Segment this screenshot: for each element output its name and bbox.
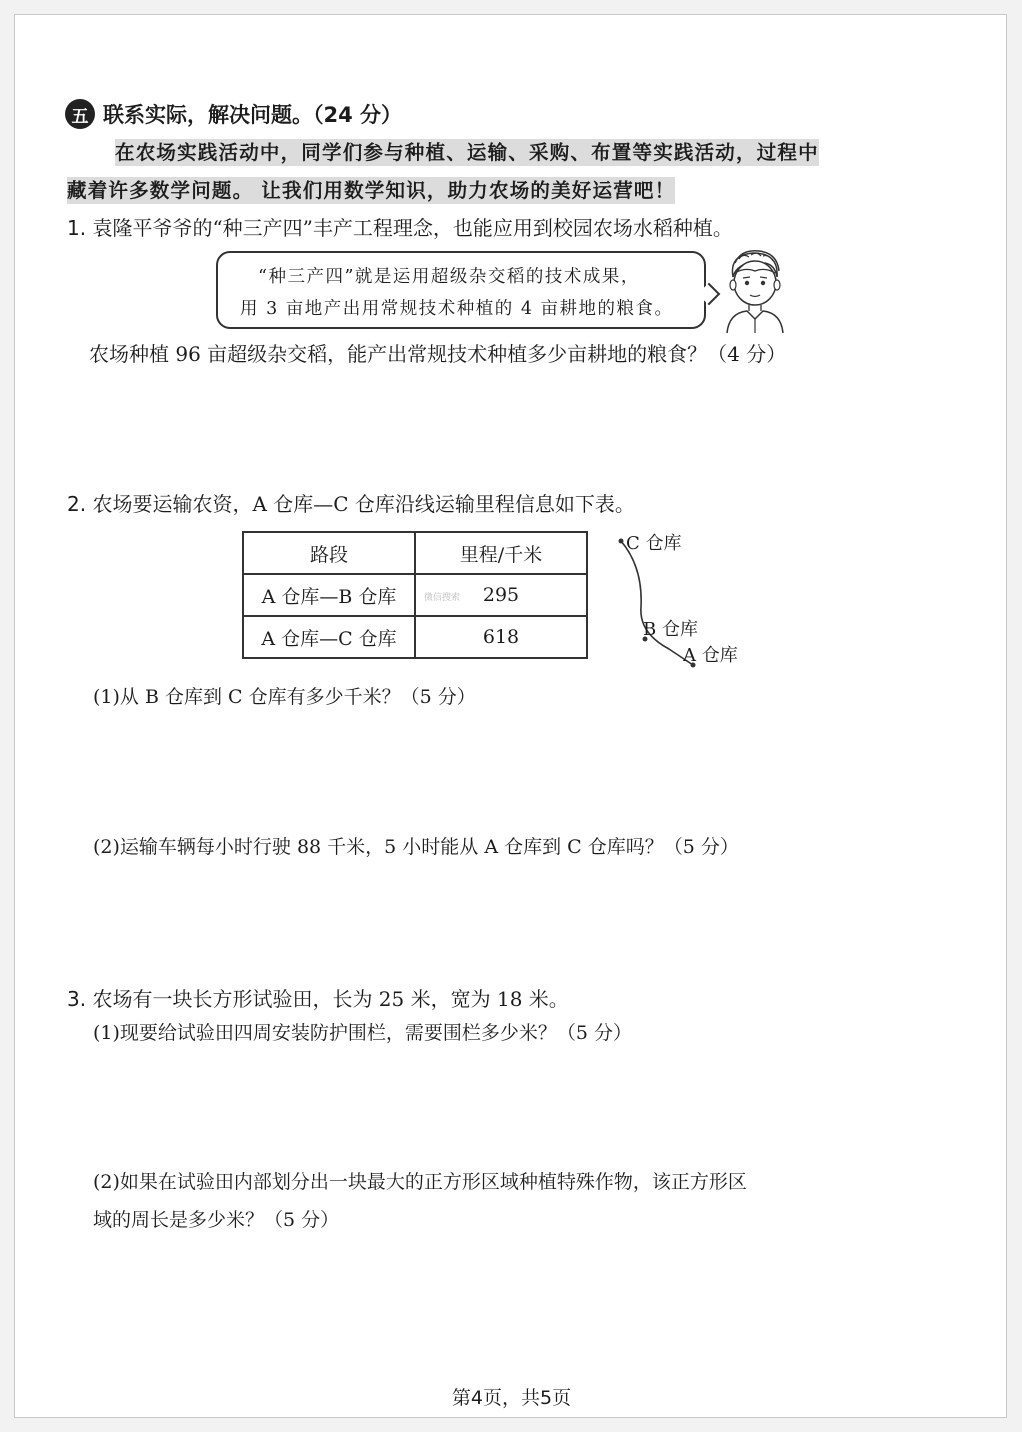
question-1 — [67, 212, 733, 241]
intro-line-1: 在农场实践活动中，同学们参与种植、运输、采购、布置等实践活动，过程中 — [115, 141, 819, 164]
table-cell-segment: A 仓库—B 仓库 — [243, 574, 415, 616]
map-label-a: A 仓库 — [683, 645, 738, 666]
table-row — [243, 616, 587, 658]
table-header-mileage: 里程/千米 — [415, 532, 587, 574]
question-2-sub-1: (1)从 B 仓库到 C 仓库有多少千米？（5 分） — [93, 686, 476, 708]
question-1-prompt: 农场种植 96 亩超级杂交稻，能产出常规技术种植多少亩耕地的粮食？（4 分） — [89, 342, 787, 366]
section-title-text: 联系实际，解决问题。（24 分） — [103, 103, 403, 127]
question-3-text: 农场有一块长方形试验田，长为 25 米，宽为 18 米。 — [92, 987, 569, 1011]
table-cell-mileage: 微信搜索 295 — [415, 574, 587, 616]
question-3 — [67, 983, 569, 1012]
boy-illustration — [719, 247, 791, 335]
question-3-sub-2-line-1: (2)如果在试验田内部划分出一块最大的正方形区域种植特殊作物，该正方形区 — [93, 1171, 747, 1193]
c-warehouse-point — [619, 539, 624, 544]
question-3-sub-1: (1)现要给试验田四周安装防护围栏，需要围栏多少米？（5 分） — [93, 1022, 633, 1044]
section-badge: 五 — [65, 99, 95, 129]
section-title — [65, 97, 402, 131]
speech-bubble — [216, 251, 706, 329]
question-3-number: 3. — [67, 987, 87, 1011]
page-number: 第4页，共5页 — [451, 1387, 572, 1409]
table-cell-mileage: 618 — [415, 616, 587, 658]
question-1-text: 袁隆平爷爷的“种三产四”丰产工程理念，也能应用到校园农场水稻种植。 — [92, 216, 733, 240]
table-cell-segment: A 仓库—C 仓库 — [243, 616, 415, 658]
map-label-c: C 仓库 — [626, 533, 682, 554]
bubble-line-1: “种三产四”就是运用超级杂交稻的技术成果， — [258, 267, 640, 287]
question-2 — [67, 488, 635, 517]
watermark: 微信搜索 — [424, 593, 461, 603]
map-label-b: B 仓库 — [643, 619, 698, 640]
table-header-row — [243, 532, 587, 574]
question-2-text: 农场要运输农资，A 仓库—C 仓库沿线运输里程信息如下表。 — [92, 492, 635, 516]
question-1-number: 1. — [67, 216, 87, 240]
worksheet-page — [14, 14, 1007, 1418]
intro-line-2: 藏着许多数学问题。 让我们用数学知识，助力农场的美好运营吧！ — [67, 179, 676, 202]
table-header-segment: 路段 — [243, 532, 415, 574]
table-row — [243, 574, 587, 616]
bubble-line-2: 用 3 亩地产出用常规技术种植的 4 亩耕地的粮食。 — [240, 299, 674, 319]
question-2-number: 2. — [67, 492, 87, 516]
question-3-sub-2-line-2: 域的周长是多少米？（5 分） — [93, 1209, 340, 1231]
question-2-sub-2: (2)运输车辆每小时行驶 88 千米，5 小时能从 A 仓库到 C 仓库吗？（5 分） — [93, 836, 739, 858]
mileage-table — [242, 531, 588, 659]
